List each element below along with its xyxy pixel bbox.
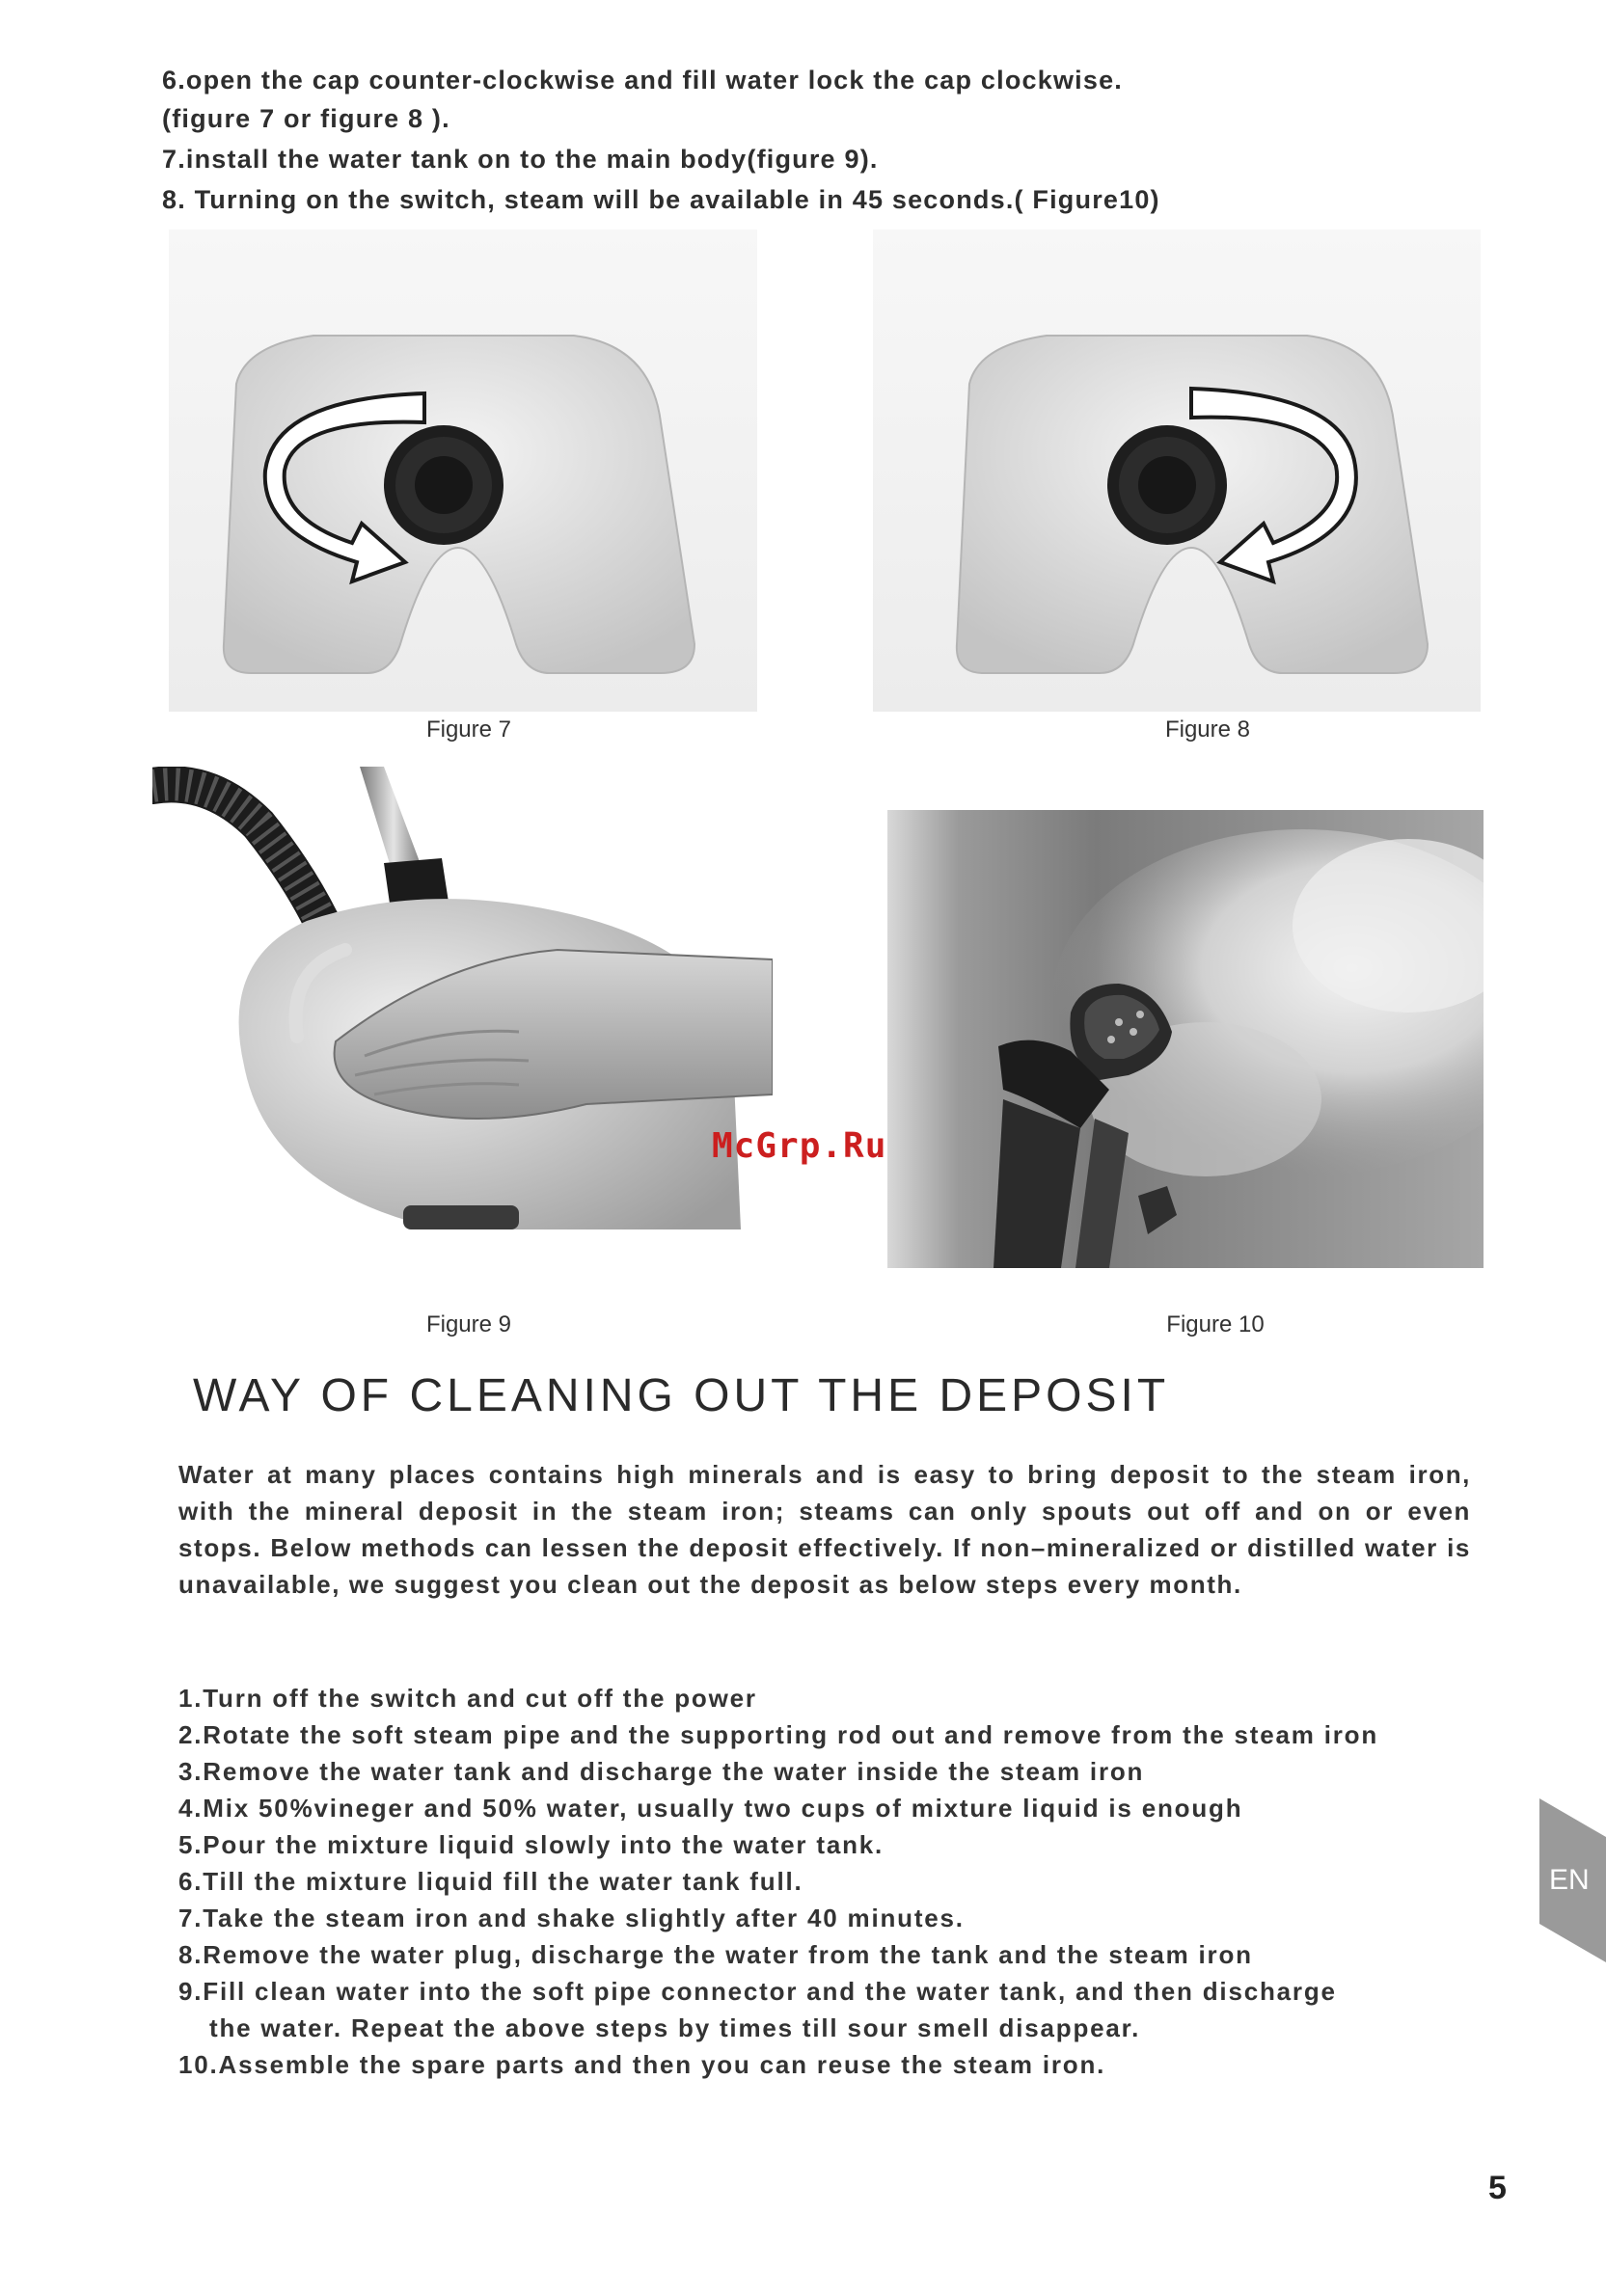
figure-10-image xyxy=(887,810,1484,1268)
figure-9-caption: Figure 9 xyxy=(425,1311,512,1337)
list-item: 6.Till the mixture liquid fill the water tank full. xyxy=(178,1867,803,1896)
list-item: 10.Assemble the spare parts and then you can reuse the steam iron. xyxy=(178,2050,1106,2079)
list-item: 8.Remove the water plug, discharge the water from the tank and the steam iron xyxy=(178,1940,1253,1969)
list-item: 2.Rotate the soft steam pipe and the supporting rod out and remove from the steam iron xyxy=(178,1720,1379,1749)
list-item: 1.Turn off the switch and cut off the power xyxy=(178,1684,757,1713)
section-intro: Water at many places contains high minerals and is easy to bring deposit to the steam iron, with the mineral deposit in the steam iron; steams can only spouts out off and on or even stops. Below methods can lessen the deposit effectively. If non–mineralized or distilled water is unavailable, we suggest you clean out the deposit as below steps every month. xyxy=(178,1460,1471,1599)
list-item: 5.Pour the mixture liquid slowly into the water tank. xyxy=(178,1830,885,1859)
watermark-text: McGrp.Ru xyxy=(712,1126,887,1166)
figure-7-caption: Figure 7 xyxy=(425,716,512,743)
instruction-step-6-note: (figure 7 or figure 8 ). xyxy=(162,104,450,133)
language-tab-label: EN xyxy=(1549,1864,1590,1896)
page-number: 5 xyxy=(1488,2170,1507,2206)
list-item-continuation: the water. Repeat the above steps by times till sour smell disappear. xyxy=(209,2013,1141,2042)
instruction-step-8: 8. Turning on the switch, steam will be available in 45 seconds.( Figure10) xyxy=(162,185,1160,214)
list-item: 3.Remove the water tank and discharge the water inside the steam iron xyxy=(178,1757,1145,1786)
list-item: 9.Fill clean water into the soft pipe connector and the water tank, and then discharge xyxy=(178,1977,1337,2006)
list-item: 7.Take the steam iron and shake slightly after 40 minutes. xyxy=(178,1904,965,1932)
figure-8-image xyxy=(873,230,1481,712)
figure-7-image xyxy=(169,230,757,712)
instruction-step-6: 6.open the cap counter-clockwise and fill water lock the cap clockwise. xyxy=(162,66,1123,95)
figure-8-caption: Figure 8 xyxy=(1164,716,1251,743)
section-title: WAY OF CLEANING OUT THE DEPOSIT xyxy=(193,1370,1170,1421)
instruction-step-7: 7.install the water tank on to the main body(figure 9). xyxy=(162,145,879,174)
figure-10-caption: Figure 10 xyxy=(1166,1311,1265,1337)
list-item: 4.Mix 50%vineger and 50% water, usually two cups of mixture liquid is enough xyxy=(178,1794,1243,1823)
cleaning-steps-list xyxy=(178,1680,1490,2083)
figure-9-image xyxy=(152,767,773,1229)
